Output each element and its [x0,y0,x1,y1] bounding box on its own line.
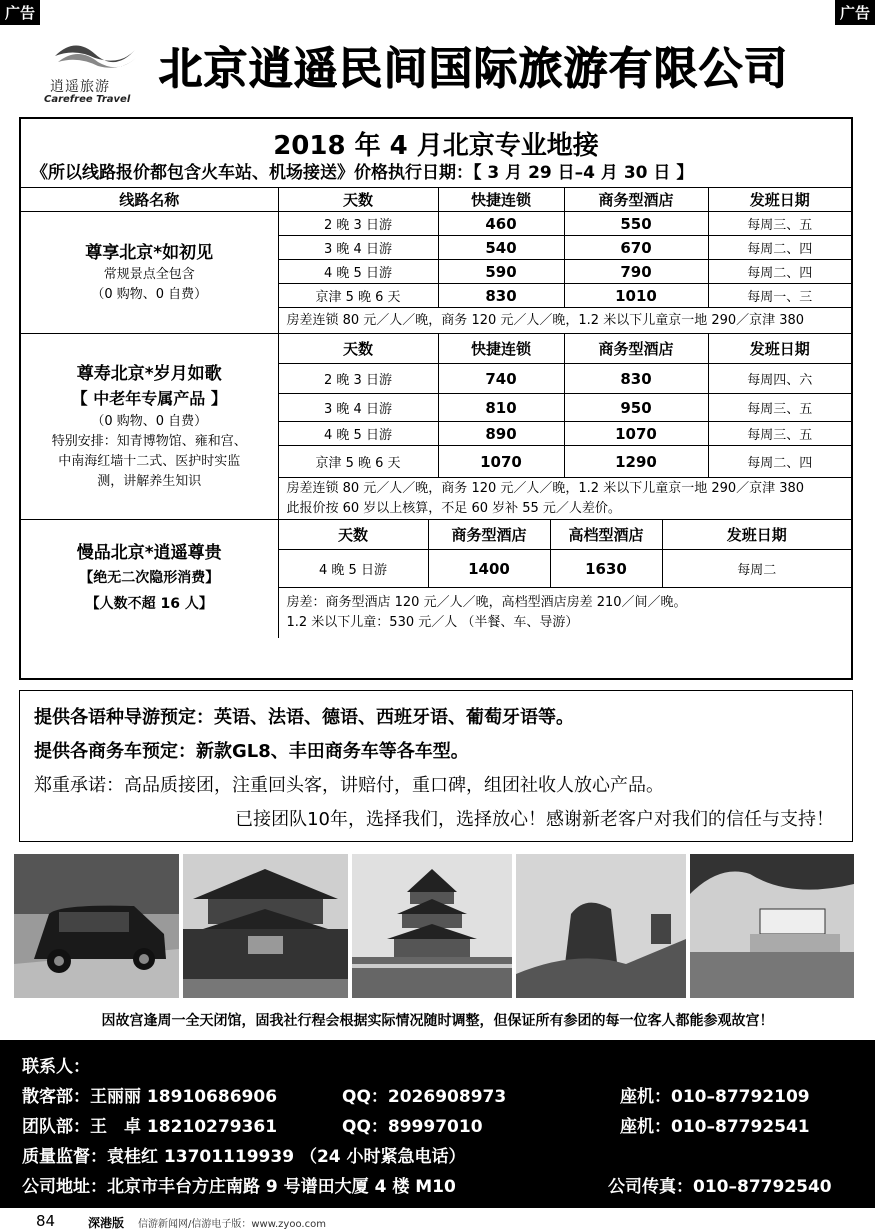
route2-sub4: 测，讲解养生知识 [97,473,202,489]
row-departure: 每周三、五 [708,212,851,236]
page-number: 84 [36,1212,56,1230]
service-promise: 郑重承诺：高品质接团，注重回头客，讲赔付，重口碑，组团社收人放心产品。 [34,775,664,796]
price-table-3 [21,519,851,638]
row-business: 1400 [428,550,550,588]
logo-swirl-icon [50,36,140,74]
row-days: 3 晚 4 日游 [278,236,438,260]
service-cars: 提供各商务车预定：新款GL8、丰田商务车等各车型。 [34,741,469,762]
contact-individual: 散客部：王丽丽 18910686906 [22,1087,278,1107]
edition: 深港版 [88,1216,125,1230]
route3-tag1: 【绝无二次隐形消费】 [79,569,220,586]
route3-header-premium: 高档型酒店 [550,520,662,550]
route2-sub3: 中南海红墙十二式、医护时实监 [58,453,241,469]
header-business-2: 商务型酒店 [564,334,708,364]
contact-panel [0,1040,875,1208]
row-days: 京津 5 晚 6 天 [278,284,438,308]
header-departure: 发班日期 [708,188,851,212]
row-express: 460 [438,212,564,236]
row-days: 2 晚 3 日游 [278,212,438,236]
contact-individual-tel: 座机：010–87792109 [620,1087,810,1107]
row-express: 740 [438,364,564,394]
photo-temple-of-heaven [352,854,512,998]
photo-summer-palace [690,854,854,998]
route2-sub2: 特别安排：知青博物馆、雍和宫、 [51,433,247,449]
table-row [21,212,851,236]
row-business: 950 [564,394,708,422]
ad-label-right: 广告 [835,0,875,25]
row-departure: 每周一、三 [708,284,851,308]
row-express: 890 [438,422,564,446]
row-departure: 每周三、五 [708,394,851,422]
row-days: 4 晚 5 日游 [278,422,438,446]
contact-title: 联系人： [22,1057,90,1077]
route2-name: 尊寿北京*岁月如歌 [76,363,222,384]
row-days: 2 晚 3 日游 [278,364,438,394]
row-express: 810 [438,394,564,422]
logo-cn: 逍遥旅游 [50,79,110,95]
site-link: 信游新闻网/信游电子版：www.zyoo.com [138,1219,326,1230]
logo-en: Carefree Travel [44,94,131,105]
route2-notes [278,478,851,520]
route2-note1: 房差连锁 80 元／人／晚，商务 120 元／人／晚，1.2 米以下儿童京一地 290／京津 380 [286,480,805,496]
contact-address: 公司地址：北京市丰台方庄南路 9 号谱田大厦 4 楼 M10 [22,1177,456,1197]
row-express: 590 [438,260,564,284]
notice: 因故宫逢周一全天闭馆，固我社行程会根据实际情况随时调整，但保证所有参团的每一位客人都能参观故宫！ [101,1013,774,1029]
contact-quality: 质量监督：袁桂红 13701119939 （24 小时紧急电话） [22,1147,466,1167]
route1-cell [21,212,278,334]
header [30,28,850,110]
row-express: 540 [438,236,564,260]
route3-notes [278,588,851,638]
contact-group-qq: QQ：89997010 [342,1117,483,1137]
route1-sub2: （0 购物、0 自费） [91,286,208,302]
row-business: 670 [564,236,708,260]
route3-note1: 房差：商务型酒店 120 元／人／晚，高档型酒店房差 210／间／晚。 [286,594,687,610]
row-departure: 每周三、五 [708,422,851,446]
subline: 《所以线路报价都包含火车站、机场接送》价格执行日期：【 3 月 29 日–4 月 30 日 】 [31,163,694,183]
photo-van [14,854,179,998]
route3-name: 慢品北京*逍遥尊贵 [76,542,222,563]
price-table-1 [21,187,851,520]
row-business: 790 [564,260,708,284]
row-premium: 1630 [550,550,662,588]
row-days: 京津 5 晚 6 天 [278,446,438,478]
route2-sub1: （0 购物、0 自费） [91,413,208,429]
header-days-2: 天数 [278,334,438,364]
row-business: 1010 [564,284,708,308]
row-departure: 每周二、四 [708,446,851,478]
route3-tag2: 【人数不超 16 人】 [85,595,213,612]
row-express: 830 [438,284,564,308]
route2-note2: 此报价按 60 岁以上核算，不足 60 岁补 55 元／人差价。 [286,500,621,516]
route2-tag: 【 中老年专属产品 】 [71,388,227,408]
service-experience: 已接团队10年，选择我们，选择放心！感谢新老客户对我们的信任与支持！ [235,809,834,830]
contact-group: 团队部：王 卓 18210279361 [22,1117,278,1137]
services-box [19,690,853,842]
row-departure: 每周四、六 [708,364,851,394]
photo-great-wall [516,854,686,998]
company-name: 北京逍遥民间国际旅游有限公司 [158,43,788,94]
header-express-2: 快捷连锁 [438,334,564,364]
row-departure: 每周二 [662,550,851,588]
header-business: 商务型酒店 [564,188,708,212]
company-logo [40,36,150,106]
route1-sub1: 常规景点全包含 [103,266,195,282]
header-route: 线路名称 [21,188,278,212]
route3-cell [21,520,278,638]
row-days: 4 晚 5 日游 [278,260,438,284]
service-guides: 提供各语种导游预定：英语、法语、德语、西班牙语、葡萄牙语等。 [34,707,574,728]
route2-cell [21,334,278,520]
row-departure: 每周二、四 [708,236,851,260]
row-departure: 每周二、四 [708,260,851,284]
price-box [19,117,853,680]
row-days: 4 晚 5 日游 [278,550,428,588]
contact-individual-qq: QQ：2026908973 [342,1087,507,1107]
header-express: 快捷连锁 [438,188,564,212]
ad-label-left: 广告 [0,0,40,25]
headline: 2018 年 4 月北京专业地接 [273,131,599,161]
contact-group-tel: 座机：010–87792541 [620,1117,810,1137]
row-business: 830 [564,364,708,394]
photo-tiananmen [183,854,348,998]
route3-header-business: 商务型酒店 [428,520,550,550]
row-business: 550 [564,212,708,236]
route1-name: 尊享北京*如初见 [85,242,214,263]
page-footer [0,1210,875,1230]
header-days: 天数 [278,188,438,212]
route3-note2: 1.2 米以下儿童：530 元／人 （半餐、车、导游） [286,614,579,630]
row-days: 3 晚 4 日游 [278,394,438,422]
route3-header-departure: 发班日期 [662,520,851,550]
row-express: 1070 [438,446,564,478]
row-business: 1070 [564,422,708,446]
row-business: 1290 [564,446,708,478]
header-departure-2: 发班日期 [708,334,851,364]
photo-strip [14,854,854,998]
contact-fax: 公司传真：010–87792540 [608,1177,832,1197]
route3-header-days: 天数 [278,520,428,550]
route1-note: 房差连锁 80 元／人／晚，商务 120 元／人／晚，1.2 米以下儿童京一地 290／京津 380 [278,308,851,334]
